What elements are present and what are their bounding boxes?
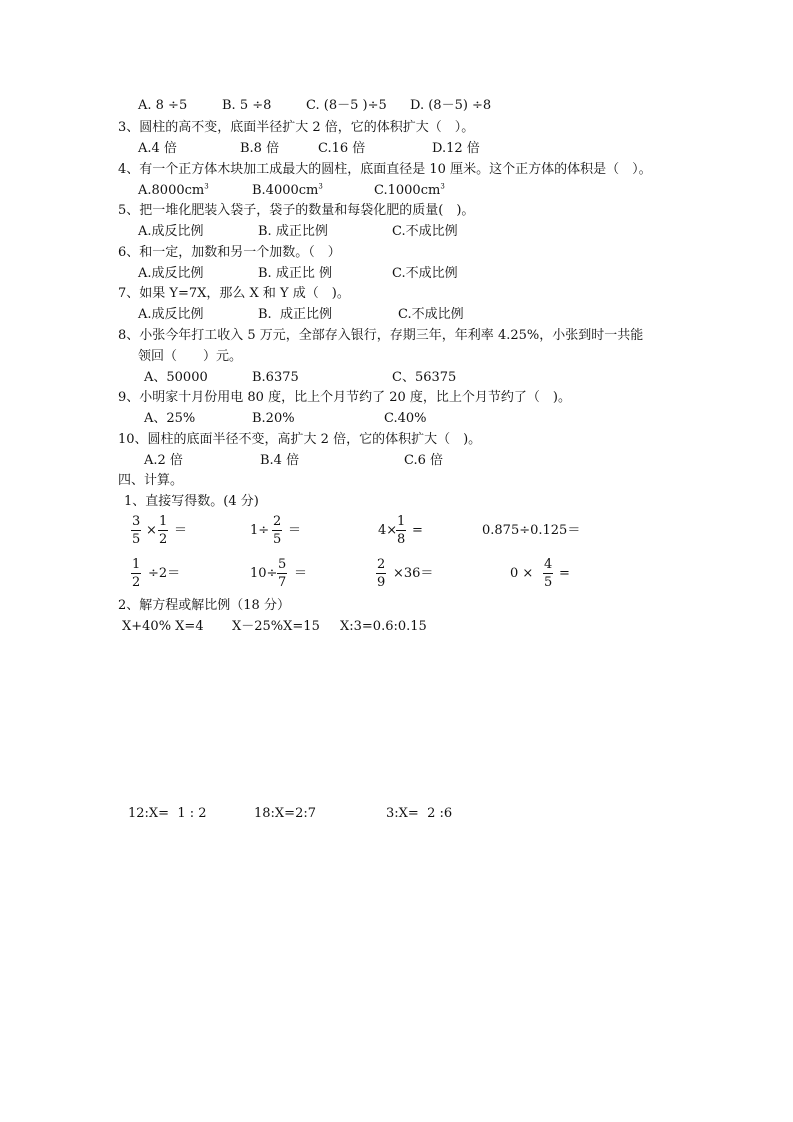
fraction: 3 5 — [132, 514, 141, 547]
q4-option-c: $C.1000cm^3$ — [374, 182, 445, 198]
section-4-title: 四、计算。 — [118, 473, 184, 488]
q3-option-d: D.12 倍 — [432, 141, 480, 156]
fraction: 2 9 — [377, 557, 386, 590]
q3-option-c: C.16 倍 — [318, 141, 366, 156]
q3-stem: 3、圆柱的高不变，底面半径扩大 2 倍，它的体积扩大（ ）。 — [118, 120, 475, 135]
q7-stem: 7、如果 Y=7X，那么 X 和 Y 成（ )。 — [118, 286, 350, 301]
q8-stem-line2: 领回（ ）元。 — [138, 349, 243, 364]
equation: X:3=0.6:0.15 — [340, 619, 427, 634]
part-2-title: 2、解方程或解比例（18 分） — [118, 598, 290, 613]
fraction: 1 2 — [159, 514, 168, 547]
q6-option-a: A.成反比例 — [138, 266, 204, 281]
q4-option-a: $A.8000cm^3$ — [138, 182, 209, 198]
q10-stem: 10、圆柱的底面半径不变，高扩大 2 倍，它的体积扩大（ )。 — [118, 432, 482, 447]
q7-option-c: C.不成比例 — [398, 307, 464, 322]
q2-option-c: C. (8－5 )÷5 — [306, 98, 387, 113]
q5-option-b: B. 成正比例 — [258, 224, 328, 239]
q2-option-a: A. 8 ÷5 — [138, 98, 188, 113]
q10-option-c: C.6 倍 — [404, 453, 444, 468]
q8-option-c: C、56375 — [392, 370, 457, 385]
q10-option-a: A.2 倍 — [144, 453, 183, 468]
q6-stem: 6、和一定，加数和另一个加数。（ ） — [118, 245, 341, 260]
q9-option-c: C.40% — [384, 411, 427, 426]
q4-stem: 4、有一个正方体木块加工成最大的圆柱，底面直径是 10 厘米。这个正方体的体积是（ ）。 — [118, 162, 652, 177]
equation: X+40% X=4 — [122, 619, 204, 634]
worksheet-page: A. 8 ÷5 B. 5 ÷8 C. (8－5 )÷5 D. (8－5) ÷8 3、圆柱的高不变，底面半径扩大 2 倍，它的体积扩大（ ）。 A.4 倍 B.8 倍 C.16 倍 D.12 倍 4、有一个正方体木块加工成最大的圆柱，底面直径是 10 厘米。这个正方体的体积是（ ）。 $A.8000cm^3$ $B.4000cm^3$ $C.1000cm^3$ 5、把一堆化肥装入袋子，袋子的数量和每袋化肥的质量( )。 A.成反比例 B. 成正比例 C.不成比例 6、和一定，加数和另一个加数。（ ） A.成反比例 B. 成正比 例 C.不成比例 7、如果 Y=7X，那么 X 和 Y 成（ )。 A.成反比例 B. 成正比例 C.不成比例 8、小张今年打工收入 5 万元，全部存入银行，存期三年，年利率 4.25%，小张到时一共能 领回（ ）元。 A、50000 B.6375 C、56375 9、小明家十月份用电 80 度，比上个月节约了 20 度，比上个月节约了（ )。 A、25% B.20% C.40% 10、圆柱的底面半径不变，高扩大 2 倍，它的体积扩大（ )。 A.2 倍 B.4 倍 C.6 倍 四、计算。 1、直接写得数。(4 分) 3 5 × 1 2 ＝ 1÷ 2 5 ＝ 4× 1 8 = 0.875÷0.125＝ 1 2 ÷2＝ 10÷ 5 7 ＝ 2 9 ×36＝ 0 × 4 5 = 2、解方程或解比例（18 分） X+40% X=4 X－25%X=15 X:3=0.6:0.15 12:X= 1 : 2 18:X=2:7 3:X= 2 :6 — [118, 98, 652, 821]
equation: 3:X= 2 :6 — [386, 806, 453, 821]
q10-option-b: B.4 倍 — [260, 453, 300, 468]
equation: 18:X=2:7 — [254, 806, 316, 821]
q7-option-a: A.成反比例 — [138, 307, 204, 322]
fraction: 5 7 — [278, 557, 287, 590]
q2-option-b: B. 5 ÷8 — [222, 98, 272, 113]
part-1-title: 1、直接写得数。(4 分) — [124, 494, 259, 509]
q8-stem-line1: 8、小张今年打工收入 5 万元，全部存入银行，存期三年，年利率 4.25%，小张到时一共能 — [118, 328, 644, 343]
fraction: 1 8 — [397, 514, 406, 547]
q3-option-b: B.8 倍 — [240, 141, 280, 156]
q5-option-a: A.成反比例 — [138, 224, 204, 239]
q4-option-b: $B.4000cm^3$ — [252, 182, 323, 198]
q5-stem: 5、把一堆化肥装入袋子，袋子的数量和每袋化肥的质量( )。 — [118, 203, 475, 218]
q9-option-a: A、25% — [144, 411, 196, 426]
q7-option-b: B. 成正比例 — [258, 307, 332, 322]
equation: X－25%X=15 — [232, 619, 320, 634]
fraction: 2 5 — [273, 514, 282, 547]
q9-option-b: B.20% — [252, 411, 295, 426]
q9-stem: 9、小明家十月份用电 80 度，比上个月节约了 20 度，比上个月节约了（ )。 — [118, 390, 571, 405]
fraction: 4 5 — [544, 557, 553, 590]
calc-r1-e4: 0.875÷0.125＝ — [482, 523, 581, 538]
q6-option-b: B. 成正比 例 — [258, 266, 332, 281]
fraction: 1 2 — [132, 557, 141, 590]
q6-option-c: C.不成比例 — [392, 266, 458, 281]
q8-option-b: B.6375 — [252, 370, 299, 385]
q3-option-a: A.4 倍 — [138, 141, 177, 156]
q8-option-a: A、50000 — [144, 370, 208, 385]
equation: 12:X= 1 : 2 — [128, 806, 207, 821]
q5-option-c: C.不成比例 — [392, 224, 458, 239]
q2-option-d: D. (8－5) ÷8 — [410, 98, 492, 113]
